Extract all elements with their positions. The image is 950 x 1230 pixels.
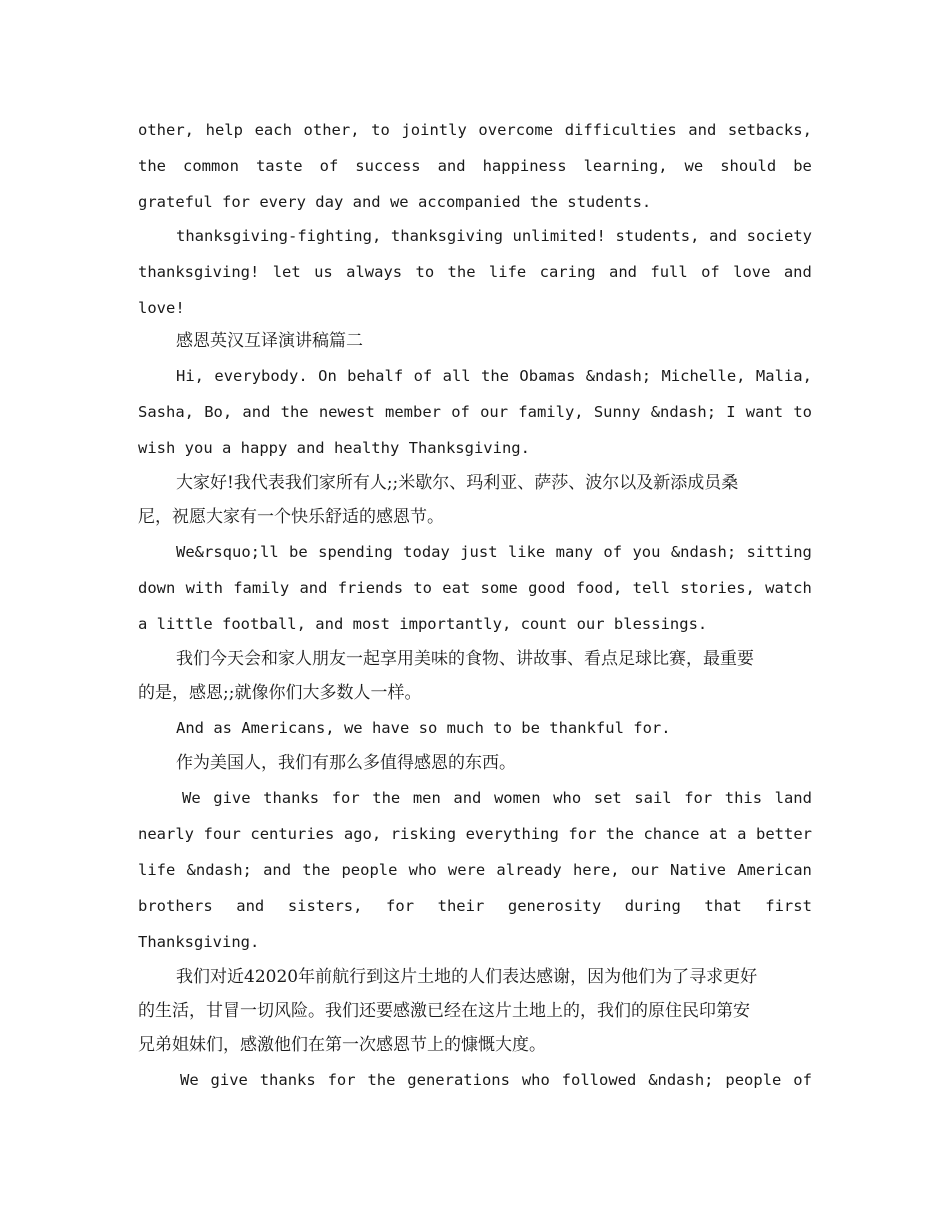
word: students, [615,227,700,245]
word: men [412,789,441,807]
word: and [263,861,292,879]
word: chance [643,825,700,843]
text-line: 兄弟姐妹们，感激他们在第一次感恩节上的慷慨大度。 [138,1035,546,1055]
word: other, [303,121,360,139]
word: newest [318,403,375,421]
word: member [385,403,442,421]
text-line [138,888,812,924]
word: at [708,825,728,843]
word: people [725,1071,782,1089]
word: with [185,579,223,597]
word: we [684,157,704,175]
word: to [415,263,435,281]
word: for [684,789,713,807]
word: our [480,403,509,421]
word: this [724,789,763,807]
word: to [793,403,812,421]
text-line: 尼，祝愿大家有一个快乐舒适的感恩节。 [138,507,444,527]
word: of [701,263,720,281]
word: thanksgiving! [138,263,260,281]
word: society [746,227,812,245]
word: the [367,1071,396,1089]
word: to [413,579,432,597]
text-line [138,394,812,430]
word: and [609,263,637,281]
text-line: And as Americans, we have so much to be thankful for. [176,719,671,737]
word: help [205,121,243,139]
paragraph-english [138,218,812,326]
word: &ndash; [585,367,652,385]
word: nearly [138,825,194,843]
text-line [138,1062,812,1098]
word: should [720,157,777,175]
paragraph-chinese [138,960,812,1062]
word: Bo, [204,403,233,421]
word: Michelle, [661,367,746,385]
word: give [210,1071,248,1089]
word: Malia, [755,367,812,385]
paragraph-chinese [138,642,812,710]
word: thanks [259,1071,316,1089]
word: We&rsquo;ll [176,543,279,561]
text-line: 我们对近42020年前航行到这片土地的人们表达感谢，因为他们为了寻求更好 [176,967,758,987]
word: friends [337,579,404,597]
text-line [138,112,812,148]
word: and [236,897,265,915]
word: you [632,543,661,561]
word: sail [634,789,672,807]
word: caring [539,263,596,281]
word: for [327,1071,356,1089]
word: sisters, [287,897,363,915]
word: taste [255,157,303,175]
word: want [745,403,784,421]
paragraph-english [138,780,812,960]
word: common [182,157,239,175]
word: the [481,367,510,385]
word: &ndash; [670,543,737,561]
word: were [447,861,486,879]
word: generations [407,1071,510,1089]
text-line [138,816,812,852]
word: for [386,897,415,915]
word: some [480,579,518,597]
word: who [553,789,582,807]
paragraph-english [138,112,812,220]
text-line [138,570,812,606]
paragraph-chinese [138,466,812,534]
word: the [302,861,331,879]
word: and [437,157,466,175]
word: let [272,263,301,281]
paragraph-english [138,1062,812,1098]
word: who [521,1071,550,1089]
word: the [280,403,309,421]
word: life [138,861,176,879]
word: always [346,263,403,281]
word: be [793,157,812,175]
word: women [493,789,541,807]
word: full [650,263,688,281]
word: overcome [478,121,554,139]
word: us [314,263,333,281]
word: down [138,579,176,597]
word: Sunny [593,403,641,421]
word: and [783,263,812,281]
text-line [138,358,812,394]
word: We [182,789,201,807]
word: of [413,367,433,385]
text-line: a little football, and most importantly, count our blessings. [138,615,708,633]
word: like [507,543,546,561]
word: a [737,825,747,843]
word: who [408,861,437,879]
text-line: 的是，感恩;;就像你们大多数人一样。 [138,683,422,703]
text-line: 作为美国人，我们有那么多值得感恩的东西。 [176,753,516,773]
word: today [403,543,450,561]
word: &ndash; [186,861,252,879]
word: I [726,403,736,421]
text-line [138,780,812,816]
word: and [299,579,328,597]
word: all [442,367,471,385]
word: thanksgiving [390,227,503,245]
word: the [372,789,401,807]
word: of [451,403,470,421]
word: many [555,543,593,561]
word: tell [632,579,670,597]
word: the [447,263,476,281]
text-line: 大家好!我代表我们家所有人;;米歇尔、玛利亚、萨莎、波尔以及新添成员桑 [176,473,739,493]
word: Native [670,861,727,879]
word: setbacks, [727,121,812,139]
word: centuries [250,825,335,843]
word: other, [138,121,194,139]
text-line [138,254,812,290]
text-line [138,852,812,888]
word: life [488,263,527,281]
word: food, [575,579,623,597]
word: land [774,789,812,807]
document-page [138,112,812,1098]
word: eat [442,579,471,597]
word: ago, [343,825,382,843]
word: and [688,121,717,139]
word: risking [390,825,457,843]
text-line [138,218,812,254]
word: of [793,1071,812,1089]
word: unlimited! [512,227,606,245]
paragraph-english [138,534,812,642]
word: On [318,367,337,385]
word: good [528,579,566,597]
text-line [138,148,812,184]
word: and [709,227,738,245]
word: happiness [482,157,567,175]
word: Hi, [176,367,204,385]
word: sitting [746,543,812,561]
section-heading: 感恩英汉互译演讲稿篇二 [176,331,363,351]
word: our [630,861,659,879]
word: the [605,825,634,843]
word: set [593,789,622,807]
text-line: grateful for every day and we accompanied the students. [138,193,652,211]
word: jointly [401,121,467,139]
word: everything [465,825,559,843]
word: &ndash; [648,1071,714,1089]
text-line: wish you a happy and healthy Thanksgiving. [138,439,530,457]
word: everybody. [214,367,308,385]
word: thanksgiving-fighting, [176,227,382,245]
word: stories, [680,579,755,597]
word: love [733,263,771,281]
word: family [233,579,290,597]
word: just [460,543,498,561]
word: already [496,861,562,879]
word: of [603,543,623,561]
word: here, [572,861,620,879]
text-line: Thanksgiving. [138,933,260,951]
word: for [331,789,360,807]
word: &ndash; [650,403,717,421]
word: and [242,403,271,421]
word: Obamas [519,367,576,385]
text-line [138,534,812,570]
word: each [254,121,292,139]
word: spending [318,543,393,561]
word: better [756,825,812,843]
word: people [341,861,398,879]
word: American [737,861,812,879]
text-line: love! [138,299,185,317]
word: that [704,897,742,915]
word: Sasha, [138,403,194,421]
word: their [437,897,485,915]
word: brothers [138,897,213,915]
word: for [568,825,597,843]
word: and [453,789,482,807]
word: the [138,157,166,175]
word: give [213,789,251,807]
word: We [180,1071,199,1089]
paragraph-english [138,710,812,746]
word: behalf [347,367,404,385]
word: during [624,897,681,915]
word: generosity [507,897,602,915]
word: be [289,543,308,561]
paragraph-english [138,358,812,466]
text-line: 的生活，甘冒一切风险。我们还要感激已经在这片土地上的，我们的原住民印第安 [138,1001,750,1021]
paragraph-chinese [138,746,812,780]
word: first [765,897,812,915]
word: to [371,121,390,139]
word: learning, [583,157,668,175]
word: followed [561,1071,637,1089]
word: thanks [263,789,320,807]
text-line: 我们今天会和家人朋友一起享用美味的食物、讲故事、看点足球比赛，最重要 [176,649,754,669]
word: difficulties [564,121,677,139]
word: family, [518,403,584,421]
word: four [203,825,241,843]
word: watch [765,579,812,597]
word: of [319,157,339,175]
word: success [355,157,421,175]
